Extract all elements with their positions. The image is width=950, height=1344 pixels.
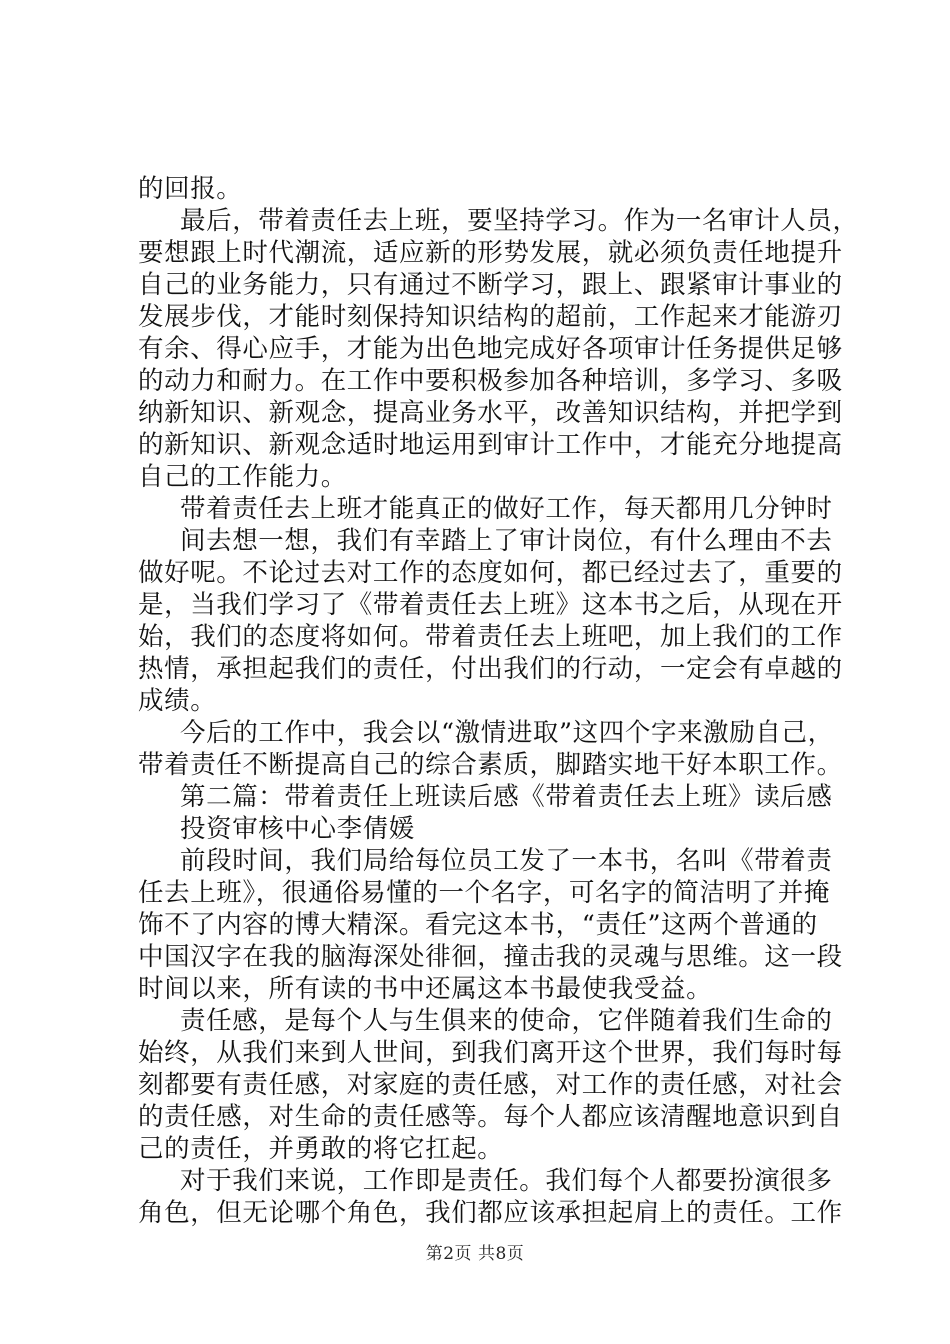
text-line: 时间以来，所有读的书中还属这本书最使我受益。 [138, 974, 713, 1004]
text-line: 自己的工作能力。 [138, 462, 347, 492]
text-line: 成绩。 [138, 686, 217, 716]
text-line: 的责任感，对生命的责任感等。每个人都应该清醒地意识到自 [138, 1102, 843, 1132]
author-line: 投资审核中心李倩媛 [180, 814, 415, 844]
text-line: 刻都要有责任感，对家庭的责任感，对工作的责任感，对社会 [138, 1070, 843, 1100]
text-line: 始终，从我们来到人世间，到我们离开这个世界，我们每时每 [138, 1038, 843, 1068]
text-line: 自己的业务能力，只有通过不断学习，跟上、跟紧审计事业的 [138, 270, 843, 300]
text-line: 的回报。 [138, 174, 243, 204]
text-line: 己的责任，并勇敢的将它扛起。 [138, 1134, 504, 1164]
text-line: 前段时间，我们局给每位员工发了一本书，名叫《带着责 [180, 846, 833, 876]
text-line: 始，我们的态度将如何。带着责任去上班吧，加上我们的工作 [138, 622, 843, 652]
text-line: 今后的工作中，我会以“激情进取”这四个字来激励自己， [180, 718, 834, 748]
text-line: 最后，带着责任去上班，要坚持学习。作为一名审计人员， [180, 206, 859, 236]
text-line: 间去想一想，我们有幸踏上了审计岗位，有什么理由不去 [180, 526, 833, 556]
text-line: 角色，但无论哪个角色，我们都应该承担起肩上的责任。工作 [138, 1198, 843, 1228]
text-line: 对于我们来说，工作即是责任。我们每个人都要扮演很多 [180, 1166, 833, 1196]
text-line: 中国汉字在我的脑海深处徘徊，撞击我的灵魂与思维。这一段 [138, 942, 843, 972]
text-line: 有余、得心应手，才能为出色地完成好各项审计任务提供足够 [138, 334, 843, 364]
text-line: 做好呢。不论过去对工作的态度如何，都已经过去了，重要的 [138, 558, 843, 588]
text-line: 热情，承担起我们的责任，付出我们的行动，一定会有卓越的 [138, 654, 843, 684]
text-line: 任去上班》，很通俗易懂的一个名字，可名字的简洁明了并掩 [138, 878, 830, 908]
text-line: 的动力和耐力。在工作中要积极参加各种培训，多学习、多吸 [138, 366, 843, 396]
page-number-footer: 第2页 共8页 [425, 1244, 525, 1264]
section-heading: 第二篇：带着责任上班读后感《带着责任去上班》读后感 [180, 782, 833, 812]
text-line: 发展步伐，才能时刻保持知识结构的超前，工作起来才能游刃 [138, 302, 843, 332]
text-line: 带着责任去上班才能真正的做好工作，每天都用几分钟时 [180, 494, 833, 524]
text-line: 的新知识、新观念适时地运用到审计工作中，才能充分地提高 [138, 430, 843, 460]
text-line: 纳新知识、新观念，提高业务水平，改善知识结构，并把学到 [138, 398, 843, 428]
text-line: 要想跟上时代潮流，适应新的形势发展，就必须负责任地提升 [138, 238, 843, 268]
text-line: 责任感，是每个人与生俱来的使命，它伴随着我们生命的 [180, 1006, 833, 1036]
text-line: 饰不了内容的博大精深。看完这本书，“责任”这两个普通的 [138, 910, 818, 940]
text-line: 是，当我们学习了《带着责任去上班》这本书之后，从现在开 [138, 590, 843, 620]
text-line: 带着责任不断提高自己的综合素质，脚踏实地干好本职工作。 [138, 750, 843, 780]
